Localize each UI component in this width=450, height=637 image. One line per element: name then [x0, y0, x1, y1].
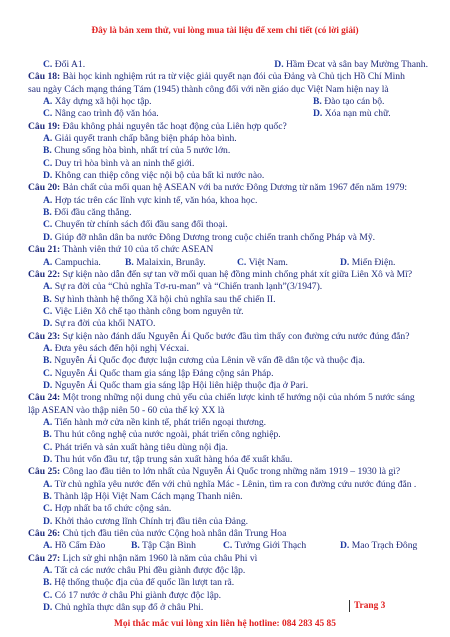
option-a: A. Hợp tác trên các lĩnh vực kinh tế, văn hóa, khoa học.	[43, 194, 258, 206]
option-b: B. Tập Cận Bình	[131, 540, 196, 552]
hotline-footer: Mọi thắc mắc vui lòng xin liên hệ hotline: 084 283 45 85	[114, 619, 336, 629]
question-18-cont: sau ngày Cách mạng tháng Tám (1945) thành công đối với nền giáo dục Việt Nam hiện nay là	[28, 83, 389, 95]
question-22: Câu 22: Sự kiện nào dẫn đến sự tan vỡ mối quan hệ đồng minh chống phát xít giữa Liên Xô và Mĩ?	[28, 268, 413, 280]
option-c: C. Tưởng Giới Thạch	[223, 540, 307, 552]
option-b: B. Hệ thống thuộc địa của đế quốc lần lượt tan rã.	[43, 577, 235, 589]
option-d: D. Miến Điện.	[340, 256, 396, 268]
option-b: B. Chung sống hòa bình, nhất trí của 5 nước lớn.	[43, 145, 231, 157]
option-c: C. Có 17 nước ở châu Phi giành được độc lập.	[43, 589, 222, 601]
q26-options	[28, 540, 428, 552]
option-d: D. Thu hút vốn đầu tư, tập trung sản xuất hàng hóa để xuất khẩu.	[43, 454, 293, 465]
option-c: C. Nâng cao trình độ văn hóa.	[43, 108, 159, 120]
question-24: Câu 24: Một trong những nội dung chủ yếu của chiến lược kinh tế hướng nội của nhóm 5 nước sáng	[28, 392, 415, 404]
option-a: A. Tiến hành mở cửa nền kinh tế, phát triển ngoại thương.	[43, 416, 267, 428]
option-c: C. Việc Liên Xô chế tạo thành công bom nguyên tử.	[43, 305, 244, 317]
option-c: C. Chuyển từ chính sách đối đầu sang đối thoại.	[43, 219, 228, 231]
option-d: D. Giúp đỡ nhân dân ba nước Đông Dương trong cuộc chiến tranh chống Pháp và Mỹ.	[43, 231, 376, 243]
option-c: C. Đối A1.	[43, 59, 86, 70]
option-b: B. Đào tạo cán bộ.	[313, 96, 385, 108]
question-24-cont: lập ASEAN vào thập niên 50 - 60 của thế kỷ XX là	[28, 404, 225, 416]
option-b: B. Thành lập Hội Việt Nam Cách mạng Thanh niên.	[43, 491, 243, 503]
option-d: D. Xóa nạn mù chữ.	[313, 108, 391, 120]
question-25: Câu 25: Công lao đầu tiên to lớn nhất của Nguyễn Ái Quốc trong những năm 1919 – 1930 là gì?	[28, 466, 401, 478]
question-26: Câu 26: Chủ tịch đầu tiên của nước Cộng hoà nhân dân Trung Hoa	[28, 528, 287, 540]
option-d: D. Nguyễn Ái Quốc tham gia sáng lập Hội liên hiệp thuộc địa ở Pari.	[43, 379, 309, 391]
option-c: C. Duy trì hòa bình và an ninh thế giới.	[43, 157, 195, 169]
option-d: D. Chủ nghĩa thực dân sụp đổ ở châu Phi.	[43, 602, 204, 614]
option-b: B. Malaixin, Brunây.	[125, 256, 206, 268]
option-a: A. Từ chủ nghĩa yêu nước đến với chủ nghĩa Mác - Lênin, tìm ra con đường cứu nước đúng đắn .	[43, 478, 417, 490]
q18-options-cd	[28, 108, 428, 120]
option-c: C. Hợp nhất ba tổ chức cộng sản.	[43, 503, 172, 515]
question-list	[28, 59, 428, 614]
option-b: B. Thu hút công nghệ của nước ngoài, phát triển công nghiệp.	[43, 429, 281, 441]
option-a: A. Tất cả các nước châu Phi đều giành được độc lập.	[43, 565, 246, 577]
option-a: A. Sự ra đời của “Chủ nghĩa Tơ-ru-man” và “Chiến tranh lạnh”(3/1947).	[43, 281, 323, 293]
option-d: D. Khởi thảo cương lĩnh Chính trị đầu tiên của Đảng.	[43, 515, 249, 527]
option-c: C. Việt Nam.	[237, 256, 288, 268]
option-d: D. Mao Trạch Đông	[340, 540, 418, 552]
option-d: D. Không can thiệp công việc nội bộ của bất kì nước nào.	[43, 170, 265, 182]
option-a: A. Giải quyết tranh chấp bằng biện pháp hòa bình.	[43, 133, 237, 145]
question-21: Câu 21: Thành viên thứ 10 của tổ chức ASEAN	[28, 244, 214, 256]
option-b: B. Nguyễn Ái Quốc đọc được luận cương của Lênin về vấn đề dân tộc và thuộc địa.	[43, 355, 365, 367]
option-a: A. Đưa yêu sách đến hội nghị Vécxai.	[43, 342, 189, 354]
question-18: Câu 18: Bài học kinh nghiệm rút ra từ việc giải quyết nạn đói của Đảng và Chủ tịch Hồ Chí Minh	[28, 71, 405, 83]
q17-options-cd	[28, 59, 428, 71]
option-b: B. Sự hình thành hệ thống Xã hội chủ nghĩa sau thế chiến II.	[43, 293, 276, 305]
option-c: C. Nguyễn Ái Quốc tham gia sáng lập Đảng cộng sản Pháp.	[43, 367, 274, 379]
question-19: Câu 19: Đâu không phải nguyên tắc hoạt động của Liên hợp quốc?	[28, 120, 287, 132]
option-d: D. Hầm Đcat và sân bay Mường Thanh.	[274, 59, 428, 70]
q18-options-ab	[28, 96, 428, 108]
question-27: Câu 27: Lịch sử ghi nhận năm 1960 là năm của châu Phi vì	[28, 552, 258, 564]
question-20: Câu 20: Bản chất của mối quan hệ ASEAN với ba nước Đông Dương từ năm 1967 đến năm 1979:	[28, 182, 408, 194]
question-23: Câu 23: Sự kiện nào đánh dấu Nguyễn Ái Quốc bước đầu tìm thấy con đường cứu nước đúng đắn?	[28, 330, 410, 342]
option-a: A. Hồ Cẩm Đào	[43, 540, 106, 552]
option-b: B. Đối đầu căng thẳng.	[43, 207, 132, 219]
option-a: A. Xây dựng xã hội học tập.	[43, 96, 152, 108]
preview-notice: Đây là bản xem thử, vui lòng mua tài liệu để xem chi tiết (có lời giải)	[91, 25, 359, 35]
option-d: D. Sự ra đời của khối NATO.	[43, 318, 156, 330]
q21-options	[28, 257, 428, 269]
option-a: A. Campuchia.	[43, 256, 101, 268]
page-number: Trang 3	[349, 600, 385, 612]
option-c: C. Phát triển và sản xuất hàng tiêu dùng nội địa.	[43, 441, 228, 453]
